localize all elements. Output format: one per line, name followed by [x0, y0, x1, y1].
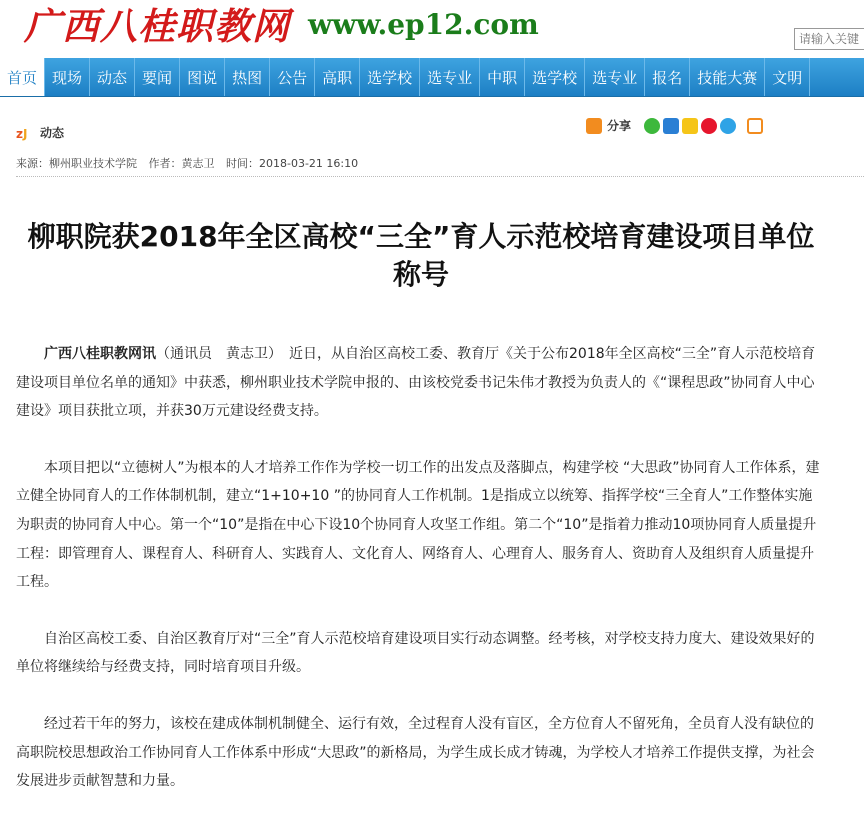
share-more-icon[interactable] [747, 118, 763, 134]
qq-icon[interactable] [663, 118, 679, 134]
site-url[interactable]: www.ep12.com [308, 8, 539, 41]
nav-item[interactable]: 选学校 [360, 58, 420, 96]
nav-item[interactable]: 动态 [90, 58, 135, 96]
share-bar [586, 117, 763, 134]
article-author: 作者：黄志卫 [148, 157, 215, 170]
share-label[interactable]: 分享 [607, 119, 632, 133]
article-source: 来源：柳州职业技术学院 [16, 157, 137, 170]
nav-item[interactable]: 高职 [315, 58, 360, 96]
main-nav [0, 58, 864, 97]
nav-item[interactable]: 首页 [0, 58, 45, 96]
nav-item[interactable]: 技能大赛 [690, 58, 765, 96]
nav-item[interactable]: 选学校 [525, 58, 585, 96]
share-button-icon[interactable] [586, 118, 602, 134]
article-body [16, 340, 820, 824]
article-time: 时间：2018-03-21 16:10 [226, 157, 359, 170]
paragraph: 经过若干年的努力，该校在建成体制机制健全、运行有效，全过程育人没有盲区，全方位育人不留死角，全员育人没有缺位的高职院校思想政治工作协同育人工作体系中形成“大思政”的新格局，为学生成长成才铸魂，为学校人才培养工作提供支撑，为社会发展进步贡献智慧和力量。 [16, 715, 815, 790]
article-meta [16, 155, 366, 171]
wechat-icon[interactable] [644, 118, 660, 134]
qzone-icon[interactable] [682, 118, 698, 134]
site-header [0, 0, 864, 58]
site-logo[interactable]: 广西八桂职教网 [24, 4, 290, 48]
nav-item[interactable]: 图说 [180, 58, 225, 96]
category-label: 动态 [40, 126, 65, 140]
nav-item[interactable]: 热图 [225, 58, 270, 96]
nav-item[interactable]: 公告 [270, 58, 315, 96]
article-title: 柳职院获2018年全区高校“三全”育人示范校培育建设项目单位称号 [27, 220, 815, 291]
paragraph: 自治区高校工委、自治区教育厅对“三全”育人示范校培育建设项目实行动态调整。经考核，对学校支持力度大、建设效果好的单位将继续给与经费支持，同时培育项目升级。 [16, 630, 815, 676]
weibo-icon[interactable] [701, 118, 717, 134]
divider [16, 176, 864, 177]
nav-item[interactable]: 现场 [45, 58, 90, 96]
search-input[interactable] [794, 28, 864, 50]
news-icon [16, 125, 36, 141]
paragraph-text: 近日，从自治区高校工委、教育厅《关于公布2018年全区高校“三全”育人示范校培育建设项目单位名单的通知》中获悉，柳州职业技术学院申报的、由该校党委书记朱伟才教授为负责人的《“课程思政”协同育人中心建设》项目获批立项，并获30万元建设经费支持。 [16, 346, 816, 420]
category-heading [16, 124, 64, 141]
nav-item[interactable]: 选专业 [420, 58, 480, 96]
lead-reporter: （通讯员 黄志卫） [156, 346, 275, 362]
nav-item[interactable]: 中职 [480, 58, 525, 96]
nav-item[interactable]: 选专业 [585, 58, 645, 96]
paragraph [16, 340, 820, 426]
svg-text:J: J [23, 126, 28, 141]
paragraph: 本项目把以“立德树人”为根本的人才培养工作作为学校一切工作的出发点及落脚点，构建学校 “大思政”协同育人工作体系，建立健全协同育人的工作体制机制，建立“1+10+10 ”的协同育人工作机制。1是指成立以统筹、指挥学校“三全育人”工作整体实施为职责的协同育人中心。第一个“10”是指在中心下设10个协同育人攻坚工作组。第二个“10”是指着力推动10项协同育人质量提升工程：即管理育人、课程育人、科研育人、实践育人、文化育人、网络育人、心理育人、服务育人、资助育人及组织育人质量提升工程。 [16, 459, 820, 591]
nav-item[interactable]: 文明 [765, 58, 810, 96]
nav-item[interactable]: 要闻 [135, 58, 180, 96]
tencent-weibo-icon[interactable] [720, 118, 736, 134]
lead-source: 广西八桂职教网讯 [44, 346, 156, 362]
svg-text:z: z [16, 126, 23, 141]
nav-item[interactable]: 报名 [645, 58, 690, 96]
